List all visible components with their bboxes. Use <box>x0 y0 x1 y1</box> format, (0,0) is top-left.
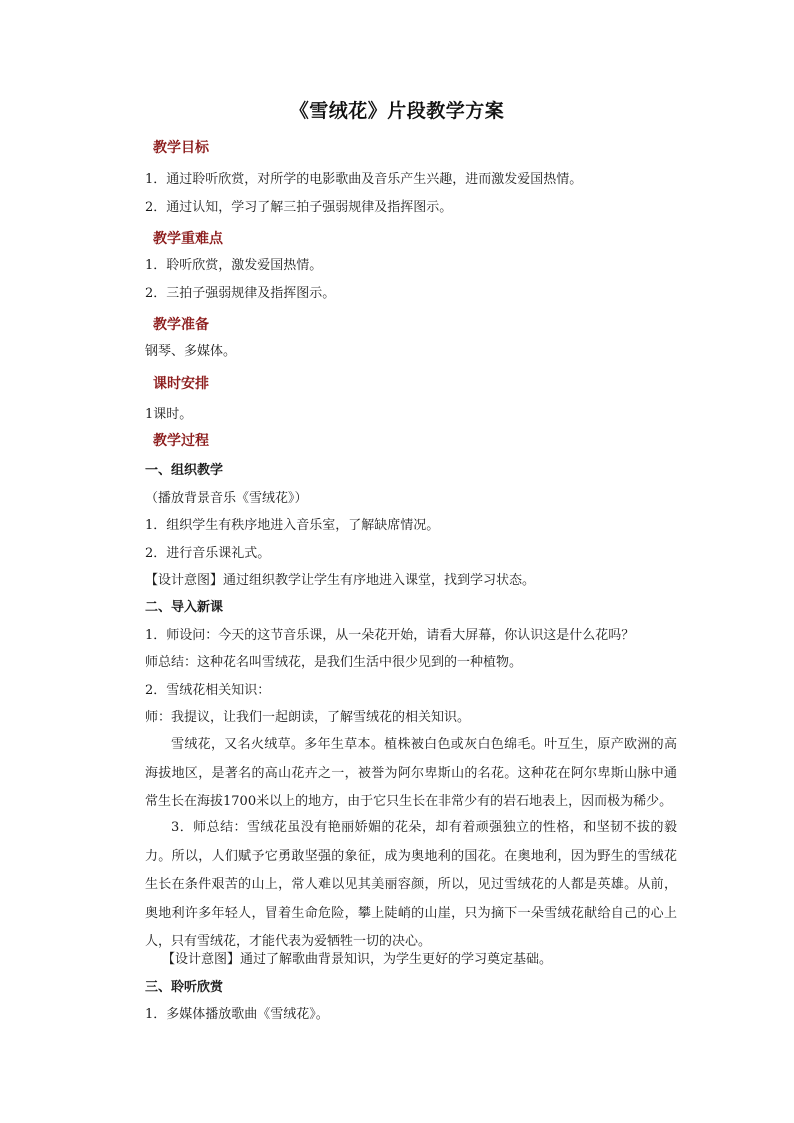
goal-item-2: 2．通过认知，学习了解三拍子强弱规律及指挥图示。 <box>145 200 453 215</box>
part2-line-1: 1．师设问：今天的这节音乐课，从一朵花开始，请看大屏幕，你认识这是什么花吗？ <box>145 628 635 643</box>
teacher-summary-paragraph: 3．师总结：雪绒花虽没有艳丽娇媚的花朵，却有着顽强独立的性格，和坚韧不拔的毅力。所以，人们赋予它勇敢坚强的象征，成为奥地利的国花。在奥地利，因为野生的雪绒花生长在条件艰苦的山上，常人难以见其美丽容颜，所以，见过雪绒花的人都是英雄。从前，奥地利许多年轻人，冒着生命危险，攀上陡峭的山崖，只为摘下一朵雪绒花献给自己的心上人，只有雪绒花，才能代表为爱牺牲一切的决心。 <box>145 820 677 949</box>
part2-line-2: 师总结：这种花名叫雪绒花，是我们生活中很少见到的一种植物。 <box>145 655 523 670</box>
part1-design-intent: 【设计意图】通过组织教学让学生有序地进入课堂，找到学习状态。 <box>145 573 536 588</box>
preparation-heading: 教学准备 <box>153 317 209 333</box>
edelweiss-description-paragraph: 雪绒花，又名火绒草。多年生草本。植株被白色或灰白色绵毛。叶互生，原产欧洲的高海拔地区，是著名的高山花卉之一，被誉为阿尔卑斯山的名花。这种花在阿尔卑斯山脉中通常生长在海拔1700米以上的地方，由于它只生长在非常少有的岩石地表上，因而极为稀少。 <box>145 737 677 809</box>
part1-title: 一、组织教学 <box>145 463 224 478</box>
key-point-item-1: 1．聆听欣赏，激发爱国热情。 <box>145 258 323 273</box>
goal-item-1: 1．通过聆听欣赏，对所学的电影歌曲及音乐产生兴趣，进而激发爱国热情。 <box>145 172 583 187</box>
key-point-item-2: 2．三拍子强弱规律及指挥图示。 <box>145 286 336 301</box>
part3-title: 三、聆听欣赏 <box>145 980 224 995</box>
part2-line-4: 师：我提议，让我们一起朗读，了解雪绒花的相关知识。 <box>145 710 471 725</box>
part3-line-1: 1．多媒体播放歌曲《雪绒花》。 <box>145 1007 329 1022</box>
part1-line-2: 1．组织学生有秩序地进入音乐室，了解缺席情况。 <box>145 518 440 533</box>
schedule-text: 1课时。 <box>145 407 193 422</box>
part1-line-3: 2．进行音乐课礼式。 <box>145 546 271 561</box>
goals-heading: 教学目标 <box>153 140 209 156</box>
schedule-heading: 课时安排 <box>153 376 209 392</box>
part1-line-1: （播放背景音乐《雪绒花》） <box>145 491 308 506</box>
part2-line-3: 2．雪绒花相关知识： <box>145 683 271 698</box>
part2-title: 二、导入新课 <box>145 600 224 615</box>
key-points-heading: 教学重难点 <box>153 231 223 247</box>
preparation-text: 钢琴、多媒体。 <box>145 344 237 359</box>
page-title: 《雪绒花》片段教学方案 <box>289 100 505 122</box>
part2-design-intent: 【设计意图】通过了解歌曲背景知识，为学生更好的学习奠定基础。 <box>162 952 553 967</box>
process-heading: 教学过程 <box>153 433 209 449</box>
